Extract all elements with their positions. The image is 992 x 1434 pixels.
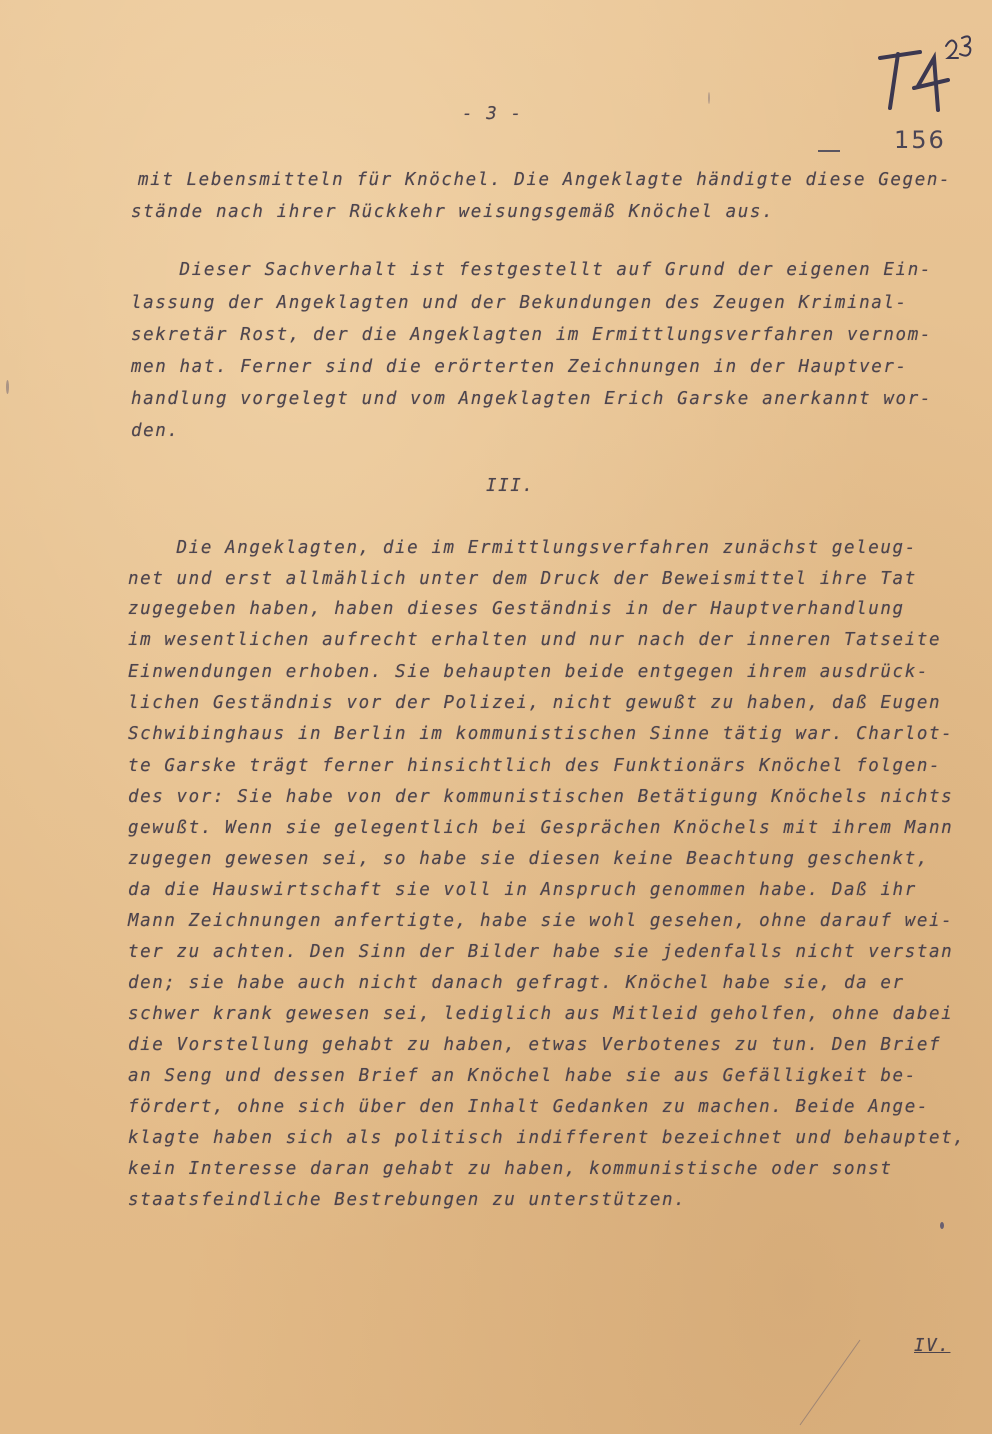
text-line: den; sie habe auch nicht danach gefragt. Knöchel habe sie, da er — [128, 973, 905, 993]
dash-mark — [818, 150, 840, 152]
text-line: da die Hauswirtschaft sie voll in Anspruch genommen habe. Daß ihr — [128, 880, 917, 900]
text-line: stände nach ihrer Rückkehr weisungsgemäß Knöchel aus. — [131, 202, 775, 222]
ink-speck — [940, 1222, 944, 1229]
text-line: im wesentlichen aufrecht erhalten und nur nach der inneren Tatseite — [128, 630, 942, 650]
handwritten-folio-mark — [868, 28, 978, 118]
text-line: zugegen gewesen sei, so habe sie diesen keine Beachtung geschenkt, — [128, 849, 929, 869]
ink-speck — [708, 92, 710, 104]
text-line: des vor: Sie habe von der kommunistischen Betätigung Knöchels nichts — [128, 787, 954, 807]
text-line: Einwendungen erhoben. Sie behaupten beide entgegen ihrem ausdrück- — [128, 662, 929, 682]
text-line: Schwibinghaus in Berlin im kommunistischen Sinne tätig war. Charlot- — [128, 724, 954, 744]
text-line: die Vorstellung gehabt zu haben, etwas Verbotenes zu tun. Den Brief — [128, 1035, 942, 1055]
text-line: mit Lebensmitteln für Knöchel. Die Angeklagte händigte diese Gegen- — [138, 170, 952, 190]
text-line: te Garske trägt ferner hinsichtlich des Funktionärs Knöchel folgen- — [128, 756, 942, 776]
text-line: sekretär Rost, der die Angeklagten im Ermittlungsverfahren vernom- — [131, 325, 932, 345]
text-line: ter zu achten. Den Sinn der Bilder habe sie jedenfalls nicht verstan — [128, 942, 954, 962]
text-line: men hat. Ferner sind die erörterten Zeichnungen in der Hauptver- — [131, 357, 908, 377]
text-line: Mann Zeichnungen anfertigte, habe sie wohl gesehen, ohne darauf wei- — [128, 911, 954, 931]
pencil-stroke — [790, 1330, 870, 1430]
text-line: fördert, ohne sich über den Inhalt Gedanken zu machen. Beide Ange- — [128, 1097, 929, 1117]
text-line: Dieser Sachverhalt ist festgestellt auf Grund der eigenen Ein- — [131, 260, 932, 280]
text-line: staatsfeindliche Bestrebungen zu unterstützen. — [128, 1190, 687, 1210]
ink-speck — [6, 380, 9, 394]
text-line: gewußt. Wenn sie gelegentlich bei Gesprächen Knöchels mit ihrem Mann — [128, 818, 954, 838]
page-number: - 3 - — [462, 104, 523, 124]
text-line: net und erst allmählich unter dem Druck der Beweismittel ihre Tat — [128, 569, 917, 589]
text-line: zugegeben haben, haben dieses Geständnis in der Hauptverhandlung — [128, 599, 905, 619]
text-line: lichen Geständnis vor der Polizei, nicht gewußt zu haben, daß Eugen — [128, 693, 942, 713]
archive-number: 156 — [894, 126, 946, 154]
text-line: Die Angeklagten, die im Ermittlungsverfahren zunächst geleug- — [128, 538, 917, 558]
text-line: kein Interesse daran gehabt zu haben, kommunistische oder sonst — [128, 1159, 893, 1179]
text-line: an Seng und dessen Brief an Knöchel habe sie aus Gefälligkeit be- — [128, 1066, 917, 1086]
section-heading: III. — [486, 476, 535, 496]
text-line: schwer krank gewesen sei, lediglich aus Mitleid geholfen, ohne dabei — [128, 1004, 954, 1024]
text-line: den. — [131, 421, 180, 441]
next-section-marker: IV. — [914, 1336, 951, 1356]
text-line: lassung der Angeklagten und der Bekundungen des Zeugen Kriminal- — [131, 293, 908, 313]
text-line: klagte haben sich als politisch indifferent bezeichnet und behauptet, — [128, 1128, 966, 1148]
text-line: handlung vorgelegt und vom Angeklagten Erich Garske anerkannt wor- — [131, 389, 932, 409]
